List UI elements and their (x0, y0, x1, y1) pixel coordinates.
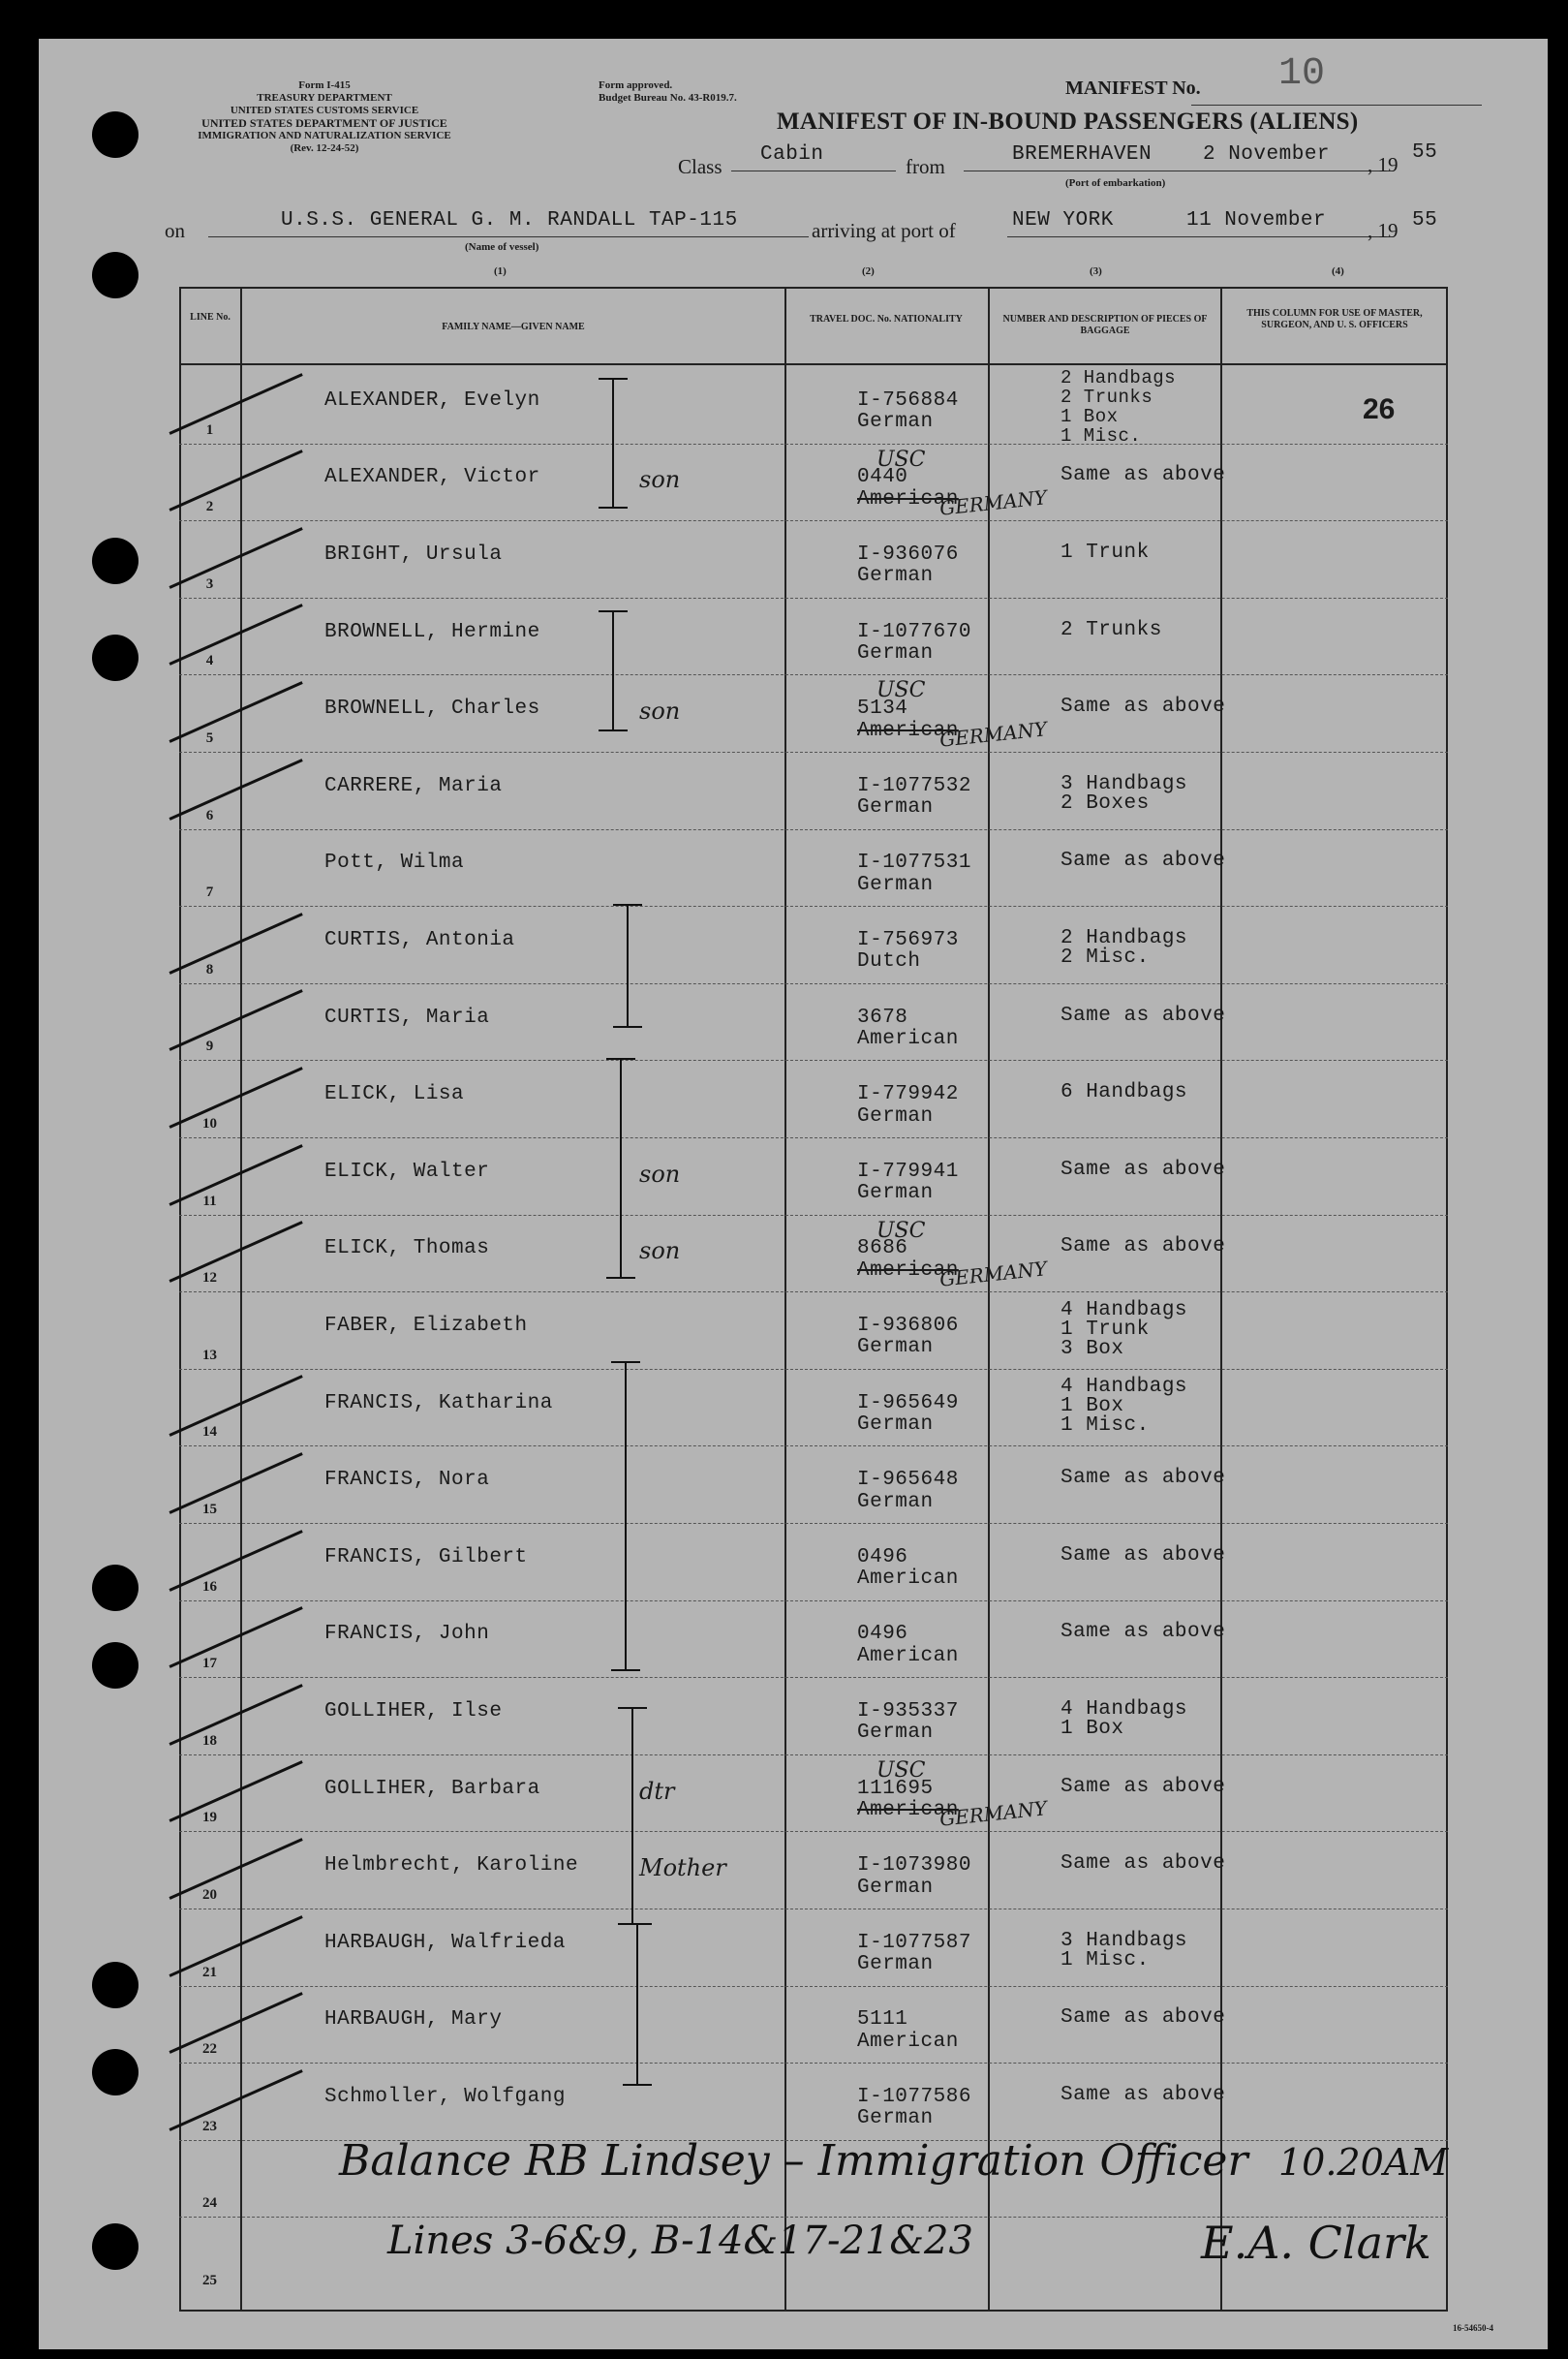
travel-doc-no: I-779941 (857, 1160, 959, 1183)
hdr-travel-doc: TRAVEL DOC. No. NATIONALITY (810, 314, 963, 325)
line-number: 2 (205, 499, 214, 515)
travel-doc-no: 3678 (857, 1006, 908, 1029)
hdr-line-no: LINE No. (190, 312, 231, 323)
baggage-item: Same as above (1061, 696, 1226, 719)
manifest-sheet (39, 39, 1548, 2349)
punch-hole (92, 1962, 138, 2008)
passenger-name: FABER, Elizabeth (324, 1315, 528, 1338)
table-row (179, 1986, 1448, 2064)
baggage-item: Same as above (1061, 2006, 1226, 2030)
passenger-name: FRANCIS, John (324, 1623, 490, 1646)
family-bracket (612, 378, 614, 509)
signature: E.A. Clark (1201, 2217, 1431, 2269)
depart-year: 55 (1412, 141, 1438, 164)
nationality: German (857, 1953, 934, 1976)
line-number: 10 (202, 1115, 217, 1132)
punch-hole (92, 2049, 138, 2095)
punch-hole (92, 538, 138, 584)
baggage-item: Same as above (1061, 1621, 1226, 1644)
nationality: German (857, 1104, 934, 1128)
table-row (179, 1600, 1448, 1678)
dept-justice: UNITED STATES DEPARTMENT OF JUSTICE (201, 116, 447, 130)
baggage-item: 1 Box (1061, 406, 1119, 427)
passenger-name: BROWNELL, Hermine (324, 620, 540, 643)
punch-hole (92, 111, 138, 158)
table-row (179, 444, 1448, 521)
table-row (179, 829, 1448, 907)
table-row (179, 1215, 1448, 1292)
travel-doc-no: I-1077586 (857, 2086, 971, 2109)
line-number: 21 (202, 1964, 217, 1980)
relation-note: son (639, 698, 681, 726)
passenger-name: ELICK, Thomas (324, 1237, 490, 1260)
table-row (179, 1137, 1448, 1215)
passenger-name: GOLLIHER, Ilse (324, 1700, 503, 1723)
passenger-name: FRANCIS, Gilbert (324, 1545, 528, 1568)
baggage-item: 2 Handbags (1061, 367, 1177, 388)
line-number: 12 (202, 1270, 217, 1287)
baggage-item: 2 Trunks (1061, 387, 1153, 408)
arrival-underline (1007, 236, 1390, 237)
relation-note: son (639, 466, 681, 494)
nationality: German (857, 1336, 934, 1359)
baggage-item: Same as above (1061, 1852, 1226, 1876)
travel-doc-no: I-756973 (857, 929, 959, 952)
passenger-name: ELICK, Walter (324, 1160, 490, 1183)
relation-note: Mother (639, 1854, 726, 1882)
line-number: 22 (202, 2041, 217, 2058)
col-num-4: (4) (1332, 265, 1344, 277)
travel-doc-no: I-965649 (857, 1391, 959, 1414)
travel-doc-no: I-1073980 (857, 1854, 971, 1878)
port-note: (Port of embarkation) (1065, 177, 1166, 189)
baggage-item: Same as above (1061, 464, 1226, 487)
dept-customs: UNITED STATES CUSTOMS SERVICE (230, 105, 419, 116)
hand-doc-note: USC (876, 1218, 926, 1243)
baggage-item: Same as above (1061, 850, 1226, 873)
baggage-item: 4 Handbags (1061, 1376, 1188, 1399)
passenger-name: Schmoller, Wolfgang (324, 2086, 566, 2109)
hand-nat-note: GERMANY (938, 1796, 1049, 1831)
arrival-year: 55 (1412, 209, 1438, 232)
punch-hole (92, 1565, 138, 1611)
line-number: 23 (202, 2118, 217, 2134)
hand-line25: Lines 3-6&9, B-14&17-21&23 (387, 2219, 973, 2263)
approved-line2: Budget Bureau No. 43-R019.7. (599, 92, 737, 104)
hand-nat-note: GERMANY (938, 1257, 1049, 1291)
baggage-item: 3 Box (1061, 1337, 1124, 1360)
hdr-baggage: NUMBER AND DESCRIPTION OF PIECES OF BAGGAGE (1002, 314, 1208, 336)
line-number: 25 (202, 2272, 217, 2288)
baggage-item: 2 Boxes (1061, 792, 1150, 815)
baggage-item: 6 Handbags (1061, 1081, 1188, 1104)
passenger-name: CURTIS, Maria (324, 1006, 490, 1029)
header-rule (179, 363, 1448, 365)
table-row (179, 674, 1448, 752)
table-row (179, 906, 1448, 983)
baggage-item: 1 Misc. (1061, 425, 1142, 447)
line-number: 18 (202, 1732, 217, 1749)
depart-year-prefix: , 19 (1368, 153, 1399, 176)
family-bracket (620, 1058, 622, 1279)
line-number: 20 (202, 1886, 217, 1903)
family-bracket (636, 1923, 638, 2086)
nationality: German (857, 2107, 934, 2130)
nationality: American (857, 1027, 959, 1050)
travel-doc-no: 5134 (857, 698, 908, 721)
col-num-3: (3) (1090, 265, 1102, 277)
arriving-label: arriving at port of (812, 219, 956, 242)
travel-doc-no: I-779942 (857, 1083, 959, 1106)
nationality: American (857, 2030, 959, 2053)
line-number: 11 (202, 1193, 217, 1209)
hand-doc-note: USC (876, 447, 926, 472)
table-row (179, 366, 1448, 447)
travel-doc-no: 5111 (857, 2008, 908, 2032)
passenger-name: Helmbrecht, Karoline (324, 1854, 579, 1878)
travel-doc-no: I-935337 (857, 1700, 959, 1723)
hand-nat-note: GERMANY (938, 485, 1049, 520)
relation-note: son (639, 1160, 681, 1188)
nationality: American (857, 1644, 959, 1667)
baggage-item: Same as above (1061, 1158, 1226, 1181)
class-value: Cabin (760, 143, 824, 166)
punch-hole (92, 252, 138, 298)
vessel-underline (208, 236, 809, 237)
travel-doc-no: I-1077532 (857, 774, 971, 797)
passenger-name: BROWNELL, Charles (324, 698, 540, 721)
passenger-name: ALEXANDER, Evelyn (324, 388, 540, 412)
relation-note: son (639, 1237, 681, 1265)
table-row (179, 983, 1448, 1061)
baggage-item: 1 Trunk (1061, 542, 1150, 565)
baggage-item: 2 Trunks (1061, 618, 1162, 641)
line-number: 19 (202, 1810, 217, 1826)
vessel-name: U.S.S. GENERAL G. M. RANDALL TAP-115 (281, 209, 738, 232)
travel-doc-no: I-936076 (857, 543, 959, 567)
punch-hole (92, 2223, 138, 2270)
class-label: Class (678, 155, 723, 178)
passenger-name: GOLLIHER, Barbara (324, 1777, 540, 1800)
punch-hole (92, 1642, 138, 1689)
travel-doc-no: I-965648 (857, 1469, 959, 1492)
table-row (179, 1909, 1448, 1986)
hand-line24-time: 10.20AM (1278, 2141, 1449, 2184)
passenger-name: HARBAUGH, Mary (324, 2008, 503, 2032)
line-number: 6 (205, 807, 214, 823)
hdr-name: FAMILY NAME—GIVEN NAME (442, 322, 585, 332)
table-row (179, 1677, 1448, 1754)
baggage-item: 1 Misc. (1061, 1414, 1150, 1438)
approval-block (599, 79, 737, 105)
table-row (179, 752, 1448, 829)
nationality: German (857, 796, 934, 820)
passenger-name: ELICK, Lisa (324, 1083, 465, 1106)
table-row (179, 1060, 1448, 1137)
baggage-item: Same as above (1061, 1775, 1226, 1798)
nationality: German (857, 1182, 934, 1205)
travel-doc-no: I-936806 (857, 1315, 959, 1338)
nationality: Dutch (857, 950, 921, 974)
col-num-1: (1) (494, 265, 507, 277)
arrival-port: NEW YORK (1012, 209, 1114, 232)
form-rev: (Rev. 12-24-52) (290, 142, 359, 154)
relation-note: dtr (639, 1777, 675, 1805)
nationality: German (857, 1412, 934, 1436)
manifest-no-label: MANIFEST No. (1065, 78, 1201, 99)
line-number: 5 (205, 729, 214, 746)
table-row (179, 598, 1448, 675)
hand-doc-note: USC (876, 678, 926, 703)
baggage-item: Same as above (1061, 1235, 1226, 1258)
passenger-name: Pott, Wilma (324, 852, 465, 875)
col-num-2: (2) (862, 265, 875, 277)
family-bracket (631, 1707, 633, 1925)
line-number: 16 (202, 1578, 217, 1595)
baggage-item: 1 Misc. (1061, 1948, 1150, 1971)
manifest-title: MANIFEST OF IN-BOUND PASSENGERS (ALIENS) (777, 109, 1359, 135)
baggage-item: Same as above (1061, 1543, 1226, 1567)
hand-doc-note: USC (876, 1757, 926, 1783)
from-label: from (906, 155, 945, 178)
travel-doc-no: 0496 (857, 1623, 908, 1646)
nationality: American (857, 1567, 959, 1591)
table-row (179, 1369, 1448, 1446)
arrival-year-prefix: , 19 (1368, 219, 1399, 242)
travel-doc-no: 8686 (857, 1237, 908, 1260)
nationality: German (857, 411, 934, 434)
table-row (179, 1523, 1448, 1600)
table-row (179, 1291, 1448, 1369)
passenger-name: CURTIS, Antonia (324, 929, 515, 952)
travel-doc-no: I-1077587 (857, 1931, 971, 1954)
arrival-date: 11 November (1186, 209, 1327, 232)
travel-doc-no: I-1077531 (857, 852, 971, 875)
travel-doc-no: 111695 (857, 1777, 934, 1800)
hdr-officers: THIS COLUMN FOR USE OF MASTER, SURGEON, AND U. S. OFFICERS (1246, 308, 1423, 330)
travel-doc-no: 0440 (857, 466, 908, 489)
travel-doc-no: I-756884 (857, 388, 959, 412)
on-label: on (165, 219, 185, 242)
table-row (179, 1831, 1448, 1909)
line-number: 8 (205, 961, 214, 978)
nationality: German (857, 1490, 934, 1513)
nationality: American (857, 719, 959, 742)
baggage-item: 1 Box (1061, 1718, 1124, 1741)
from-value: BREMERHAVEN (1012, 143, 1153, 166)
baggage-item: Same as above (1061, 2084, 1226, 2107)
manifest-no-underline (1191, 105, 1482, 106)
line-number: 1 (205, 421, 214, 438)
nationality: German (857, 565, 934, 588)
passenger-name: BRIGHT, Ursula (324, 543, 503, 567)
line-number: 24 (202, 2195, 217, 2212)
line-number: 4 (205, 653, 214, 669)
passenger-name: ALEXANDER, Victor (324, 466, 540, 489)
baggage-item: 2 Handbags (1061, 927, 1188, 950)
form-id: Form I-415 (298, 79, 351, 91)
baggage-item: 1 Box (1061, 1395, 1124, 1418)
travel-doc-no: I-1077670 (857, 620, 971, 643)
form-id-block (165, 79, 484, 155)
table-row (179, 1445, 1448, 1523)
line-number: 3 (205, 575, 214, 592)
officer-count: 26 (1363, 393, 1396, 425)
baggage-item: 3 Handbags (1061, 1929, 1188, 1952)
baggage-item: Same as above (1061, 1467, 1226, 1490)
line-number: 13 (202, 1347, 217, 1363)
table-row (179, 1754, 1448, 1832)
nationality: American (857, 1258, 959, 1282)
travel-doc-no: 0496 (857, 1545, 908, 1568)
nationality: German (857, 1722, 934, 1745)
punch-hole (92, 635, 138, 681)
passenger-name: HARBAUGH, Walfrieda (324, 1931, 566, 1954)
hand-line24: Balance RB Lindsey – Immigration Officer (339, 2136, 1248, 2186)
baggage-item: 2 Misc. (1061, 947, 1150, 970)
baggage-item: Same as above (1061, 1004, 1226, 1027)
depart-date: 2 November (1203, 143, 1331, 166)
footer-code: 16-54650-4 (1453, 2323, 1493, 2333)
vessel-note: (Name of vessel) (465, 241, 539, 253)
table-row (179, 520, 1448, 598)
table-row (179, 2063, 1448, 2140)
family-bracket (612, 610, 614, 731)
dept-ins: IMMIGRATION AND NATURALIZATION SERVICE (198, 130, 451, 141)
dept-treasury: TREASURY DEPARTMENT (257, 92, 392, 104)
line-number: 7 (205, 885, 214, 901)
baggage-item: 4 Handbags (1061, 1298, 1188, 1321)
approved-line1: Form approved. (599, 79, 673, 91)
passenger-name: FRANCIS, Nora (324, 1469, 490, 1492)
nationality: American (857, 1798, 959, 1821)
line-number: 14 (202, 1424, 217, 1441)
baggage-item: 3 Handbags (1061, 772, 1188, 795)
nationality: German (857, 1876, 934, 1899)
nationality: American (857, 487, 959, 511)
line-number: 17 (202, 1656, 217, 1672)
passenger-name: FRANCIS, Katharina (324, 1391, 553, 1414)
nationality: German (857, 873, 934, 896)
family-bracket (627, 904, 629, 1028)
line-number: 9 (205, 1039, 214, 1055)
baggage-item: 1 Trunk (1061, 1318, 1150, 1341)
line-number: 15 (202, 1501, 217, 1517)
nationality: German (857, 641, 934, 665)
baggage-item: 4 Handbags (1061, 1698, 1188, 1722)
manifest-no: 10 (1278, 52, 1326, 96)
hand-nat-note: GERMANY (938, 716, 1049, 752)
passenger-name: CARRERE, Maria (324, 774, 503, 797)
family-bracket (625, 1361, 627, 1671)
